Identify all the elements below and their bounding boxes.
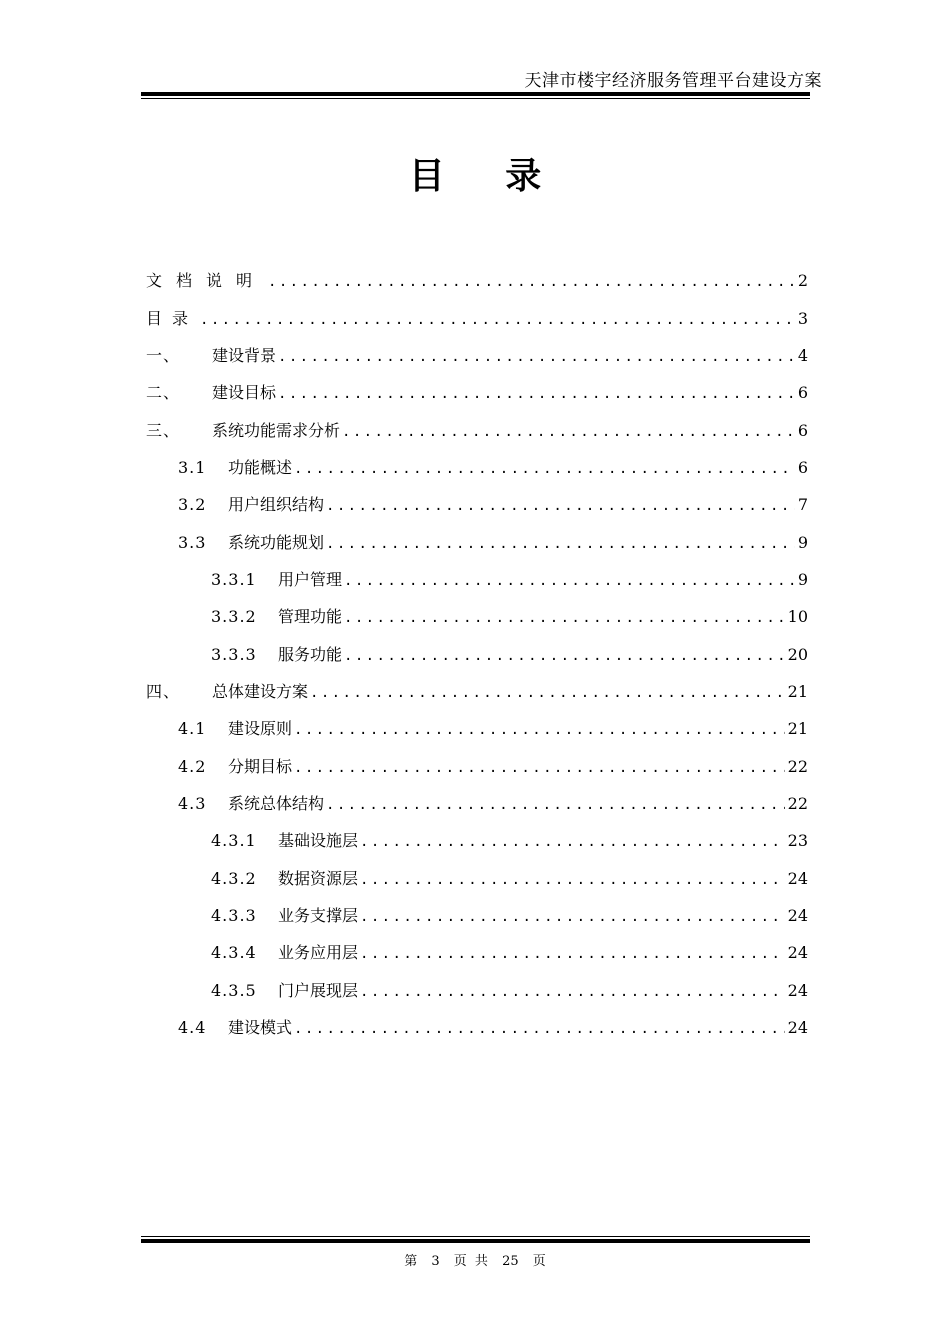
- toc-leader-dots: [326, 493, 795, 519]
- toc-entry-label: 系统总体结构: [228, 794, 325, 813]
- toc-entry-label: 基础设施层: [278, 831, 359, 850]
- toc-leader-dots: [360, 941, 785, 967]
- toc-entry-label: 用户管理: [278, 570, 343, 589]
- toc-entry-label: 功能概述: [228, 458, 293, 477]
- toc-entry-section-4-2[interactable]: [178, 754, 808, 780]
- toc-leader-dots: [310, 680, 785, 706]
- toc-entry-section-3-1[interactable]: [178, 455, 808, 481]
- toc-page-number: 7: [797, 495, 808, 514]
- toc-entry-section-3-3-3[interactable]: [211, 642, 808, 668]
- toc-entry-section-4-1[interactable]: [178, 716, 808, 742]
- toc-entry-label: 建设背景: [212, 346, 277, 365]
- toc-entry-chapter-4[interactable]: [146, 679, 808, 705]
- toc-entry-label: 分期目标: [228, 757, 293, 776]
- toc-leader-dots: [294, 456, 795, 482]
- toc-entry-label: 建设模式: [228, 1018, 293, 1037]
- toc-entry-section-4-3[interactable]: [178, 791, 808, 817]
- toc-leader-dots: [344, 643, 785, 669]
- toc-leader-dots: [344, 568, 795, 594]
- footer-suffix: 页: [532, 1254, 546, 1269]
- header-title: 天津市楼宇经济服务管理平台建设方案: [524, 71, 822, 91]
- toc-entry-number: 一、: [146, 346, 181, 365]
- toc-page-number: 9: [797, 570, 808, 589]
- toc-entry-label: 系统功能规划: [228, 533, 325, 552]
- toc-entry-section-3-3[interactable]: [178, 530, 808, 556]
- toc-leader-dots: [342, 419, 795, 445]
- toc-entry-label: 建设原则: [228, 719, 293, 738]
- toc-entry-number: 3.1: [178, 458, 207, 477]
- toc-entry-number: 4.4: [178, 1018, 207, 1037]
- footer-current-page: 3: [431, 1254, 440, 1269]
- toc-leader-dots: [360, 867, 785, 893]
- toc-entry-number: 3.3.3: [211, 645, 257, 664]
- toc-page-number: 24: [787, 981, 808, 1000]
- toc-entry-section-3-3-1[interactable]: [211, 567, 808, 593]
- toc-leader-dots: [326, 792, 785, 818]
- toc-leader-dots: [294, 1016, 785, 1042]
- toc-entry-chapter-3[interactable]: [146, 418, 808, 444]
- toc-page-number: 9: [797, 533, 808, 552]
- toc-page-number: 4: [797, 346, 808, 365]
- toc-entry-number: 3.2: [178, 495, 207, 514]
- toc-page-number: 6: [797, 458, 808, 477]
- toc-entry-label: 用户组织结构: [228, 495, 325, 514]
- toc-entry-number: 4.3.5: [211, 981, 257, 1000]
- toc-leader-dots: [344, 605, 785, 631]
- toc-entry-number: 二、: [146, 383, 181, 402]
- toc-entry-number: 4.2: [178, 757, 207, 776]
- toc-entry-number: 3.3.2: [211, 607, 257, 626]
- toc-page-number: 22: [787, 757, 808, 776]
- toc-entry-label: 门户展现层: [278, 981, 359, 1000]
- toc-page-number: 24: [787, 906, 808, 925]
- toc-entry-section-4-3-3[interactable]: [211, 903, 808, 929]
- toc-entry-number: 4.3.4: [211, 943, 257, 962]
- page-footer: [0, 1250, 950, 1269]
- toc-leader-dots: [200, 307, 795, 333]
- toc-leader-dots: [360, 904, 785, 930]
- toc-leader-dots: [294, 755, 785, 781]
- toc-entry-contents[interactable]: [146, 306, 808, 332]
- footer-total-pages: 25: [502, 1254, 519, 1269]
- toc-entry-label: 业务应用层: [278, 943, 359, 962]
- toc-entry-label: 业务支撑层: [278, 906, 359, 925]
- toc-page-number: 21: [787, 719, 808, 738]
- toc-entry-number: 三、: [146, 421, 181, 440]
- toc-entry-chapter-2[interactable]: [146, 380, 808, 406]
- footer-prefix: 第: [404, 1254, 418, 1269]
- toc-entry-doc-description[interactable]: [146, 268, 808, 294]
- toc-leader-dots: [278, 344, 795, 370]
- toc-entry-label: 管理功能: [278, 607, 343, 626]
- toc-page-number: 3: [797, 309, 808, 328]
- toc-entry-label: 文档说明: [146, 271, 267, 290]
- toc-leader-dots: [278, 381, 795, 407]
- toc-entry-number: 4.1: [178, 719, 207, 738]
- header-rule-thin: [141, 98, 810, 99]
- toc-entry-number: 四、: [146, 682, 181, 701]
- toc-entry-label: 总体建设方案: [212, 682, 309, 701]
- toc-page-number: 6: [797, 421, 808, 440]
- toc-page-number: 24: [787, 1018, 808, 1037]
- footer-mid: 页 共: [453, 1254, 488, 1269]
- page-title: 目 录: [408, 156, 566, 197]
- toc-page-number: 10: [787, 607, 808, 626]
- toc-entry-section-4-4[interactable]: [178, 1015, 808, 1041]
- toc-entry-number: 4.3: [178, 794, 207, 813]
- toc-page-number: 23: [787, 831, 808, 850]
- toc-entry-label: 目录: [146, 309, 199, 328]
- toc-entry-number: 3.3.1: [211, 570, 257, 589]
- toc-entry-section-4-3-4[interactable]: [211, 940, 808, 966]
- toc-entry-number: 4.3.3: [211, 906, 257, 925]
- toc-entry-label: 服务功能: [278, 645, 343, 664]
- toc-entry-section-4-3-5[interactable]: [211, 978, 808, 1004]
- toc-leader-dots: [294, 717, 785, 743]
- toc-entry-label: 建设目标: [212, 383, 277, 402]
- footer-rule-thin: [141, 1236, 810, 1237]
- toc-leader-dots: [326, 531, 795, 557]
- header-rule-thick: [141, 92, 810, 96]
- toc-leader-dots: [268, 269, 795, 295]
- toc-entry-number: 4.3.1: [211, 831, 257, 850]
- toc-page-number: 21: [787, 682, 808, 701]
- toc-page-number: 6: [797, 383, 808, 402]
- toc-entry-section-4-3-2[interactable]: [211, 866, 808, 892]
- toc-entry-label: 系统功能需求分析: [212, 421, 341, 440]
- toc-entry-chapter-1[interactable]: [146, 343, 808, 369]
- toc-page-number: 24: [787, 943, 808, 962]
- toc-entry-label: 数据资源层: [278, 869, 359, 888]
- footer-rule-thick: [141, 1239, 810, 1243]
- toc-entry-number: 3.3: [178, 533, 207, 552]
- toc-entry-section-3-2[interactable]: [178, 492, 808, 518]
- toc-page-number: 24: [787, 869, 808, 888]
- toc-entry-number: 4.3.2: [211, 869, 257, 888]
- toc-leader-dots: [360, 829, 785, 855]
- toc-leader-dots: [360, 979, 785, 1005]
- toc-entry-section-3-3-2[interactable]: [211, 604, 808, 630]
- toc-page-number: 22: [787, 794, 808, 813]
- toc-entry-section-4-3-1[interactable]: [211, 828, 808, 854]
- toc-page-number: 2: [797, 271, 808, 290]
- toc-page-number: 20: [787, 645, 808, 664]
